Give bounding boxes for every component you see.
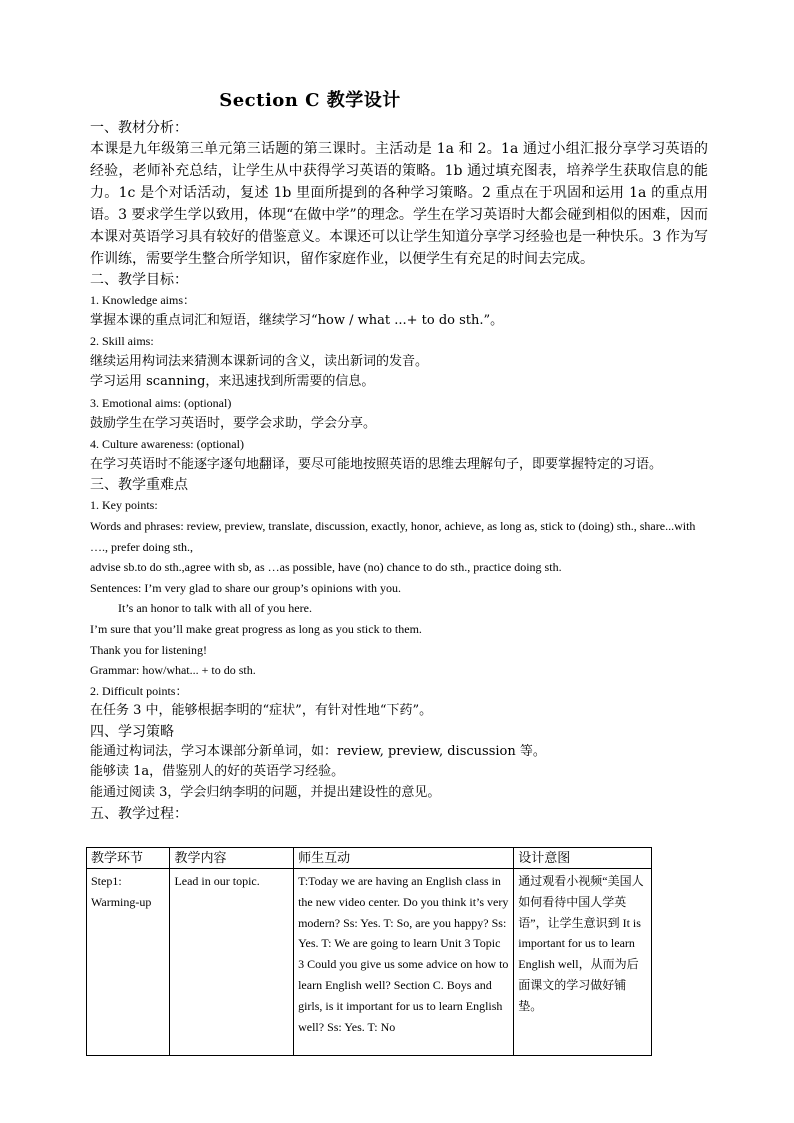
document-content [90,118,708,824]
step-text: Step1: Warming-up [91,874,152,909]
sentence-2: It’s an honor to talk with all of you here. [118,601,312,616]
table-header-row [87,848,652,869]
skill-aims-text-2: 学习运用 scanning，来迅速找到所需要的信息。 [90,374,375,390]
intent-text: 通过观看小视频“美国人如何看待中国人学英语”，让学生意识到 It is important for us to learn English well，从而为后面课文的学习做好铺垫。 [518,874,644,1013]
section-heading-key-points: 三、教学重难点 [90,477,188,494]
culture-awareness-text: 在学习英语时不能逐字逐句地翻译，要尽可能地按照英语的思维去理解句子，即要掌握特定的习语。 [90,456,663,472]
cell-intent [514,869,652,1056]
section-heading-objectives: 二、教学目标： [90,272,188,288]
culture-awareness-label: 4. Culture awareness: (optional) [90,437,244,452]
cell-step [87,869,170,1056]
knowledge-aims-label: 1. Knowledge aims： [90,293,195,307]
table-row [87,869,652,1056]
analysis-paragraph: 本课是九年级第三单元第三话题的第三课时。主活动是 1a 和 2。1a 通过小组汇报分享学习英语的经验，老师补充总结，让学生从中获得学习英语的策略。1b 通过填充图表，培养学生获取信息的能力。1c 是个对话活动，复述 1b 里面所提到的各种学习策略。2 重点在于巩固和运用 1a 的重点用语。3 要求学生学以致用，体现“在做中学”的理念。学生在学习英语时大都会碰到相似的困难，因而本课对英语学习具有较好的借鉴意义。本课还可以让学生知道分享学习经验也是一种快乐。3 作为写作训练，需要学生整合所学知识，留作家庭作业，以便学生有充足的时间去完成。 [90,141,708,267]
skill-aims-text-1: 继续运用构词法来猜测本课新词的含义，读出新词的发音。 [90,353,429,369]
words-phrases-line-2: advise sb.to do sth.,agree with sb, as …as possible, have (no) chance to do sth., practice doing sth. [90,560,562,575]
emotional-aims-text: 鼓励学生在学习英语时，要学会求助，学会分享。 [90,415,377,431]
sentence-3: I’m sure that you’ll make great progress as long as you stick to them. [90,621,422,636]
cell-interaction [294,869,514,1056]
cell-content [170,869,294,1056]
header-content: 教学内容 [170,848,294,869]
section-heading-strategy: 四、学习策略 [90,723,174,740]
page-title: Section C 教学设计 [219,90,401,111]
strategy-text-2: 能够读 1a，借鉴别人的好的英语学习经验。 [90,764,345,780]
interaction-text: T:Today we are having an English class in the new video center. Do you think it’s very modern? Ss: Yes. T: So, are you happy? Ss: Yes. T: We are going to learn Unit 3 Topic 3 Could you give us some advice on how to learn English well? Section C. Boys and girls, is it important for us to learn English well? Ss: Yes. T: No [298,874,509,1034]
header-intent: 设计意图 [514,848,652,869]
sentence-4: Thank you for listening! [90,642,207,657]
section-heading-analysis: 一、教材分析： [90,120,188,136]
content-text: Lead in our topic. [174,874,260,888]
header-stage: 教学环节 [87,848,170,869]
key-points-label: 1. Key points: [90,498,158,513]
strategy-text-3: 能通过阅读 3，学会归纳李明的问题，并提出建设性的意见。 [90,785,441,801]
teaching-process-table [86,847,652,1056]
words-phrases-line-1: Words and phrases: review, preview, translate, discussion, exactly, honor, achieve, as long as, stick to (doing) sth., share...with …., prefer doing sth., [90,518,696,554]
header-interaction: 师生互动 [294,848,514,869]
knowledge-aims-text: 掌握本课的重点词汇和短语，继续学习“how / what ...+ to do sth.”。 [90,312,504,328]
difficult-points-text: 在任务 3 中，能够根据李明的“症状”，有针对性地“下药”。 [90,703,433,719]
section-heading-process: 五、教学过程： [90,805,188,822]
sentence-1: Sentences: I’m very glad to share our group’s opinions with you. [90,580,401,595]
grammar-line: Grammar: how/what... + to do sth. [90,663,256,678]
emotional-aims-label: 3. Emotional aims: (optional) [90,395,232,410]
strategy-text-1: 能通过构词法，学习本课部分新单词，如：review, preview, discussion 等。 [90,743,546,759]
skill-aims-label: 2. Skill aims: [90,334,154,349]
difficult-points-label: 2. Difficult points： [90,683,188,698]
